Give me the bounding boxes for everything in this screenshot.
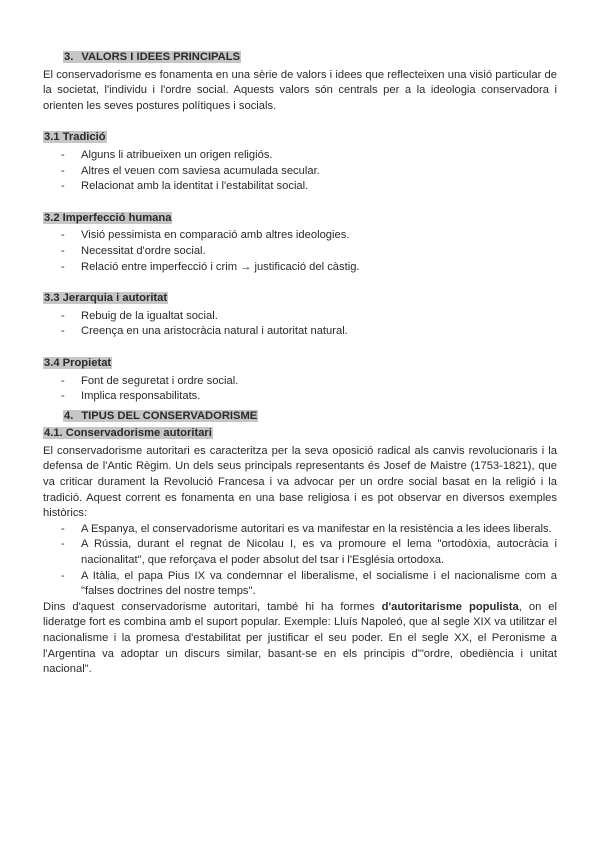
list-item: - A Espanya, el conservadorisme autoritari es va manifestar en la resistència a les idees liberals. [43, 522, 557, 538]
paragraph-2-text-end: , on el lideratge fort es combina amb el suport popular. Exemple: Lluís Napoleó, que al segle XIX va utilitzar el nacionalisme i la promesa d'estabilitat per justificar el seu poder. En el segle XX, el Peronisme a l'Argentina va adoptar un discurs similar, basant-se en els principis d'"ordre, obediència i unitat nacional". [43, 600, 558, 676]
section-4-highlight [63, 410, 258, 422]
section-4-paragraph-1: El conservadorisme autoritari es caracteritza per la seva oposició radical als canvis revolucionaris i la defensa de l'Antic Règim. Un dels seus principals representants és Josef de Maistre (1753-1821), que va criticar durament la Revolució Francesa i va advocar per un ordre social basat en la religió i la tradició. Aquest corrent es fonamenta en una base religiosa i es pot observar en diversos exemples històrics: [43, 444, 557, 520]
paragraph-2-text-start: Dins d'aquest conservadorisme autoritari, també hi ha formes [43, 600, 382, 613]
section-4-title: TIPUS DEL CONSERVADORISME [81, 409, 258, 422]
list-item: - Relació entre imperfecció i crim → justificació del càstig. [43, 260, 557, 276]
section-4-number: 4. [64, 409, 74, 422]
subsection-3-3-heading [43, 291, 557, 307]
list-item: - Implica responsabilitats. [43, 389, 557, 405]
subsection-3-1-list [43, 148, 557, 195]
document-page [43, 50, 557, 678]
section-3-highlight [63, 51, 241, 63]
subsection-3-3-title: 3.3 Jerarquia i autoritat [44, 292, 168, 305]
section-3-heading [63, 50, 557, 66]
subsection-3-2-title: 3.2 Imperfecció humana [44, 211, 172, 224]
list-item: - Relacionat amb la identitat i l'estabilitat social. [43, 179, 557, 195]
subsection-3-3-list [43, 309, 557, 340]
subsection-3-4-list [43, 374, 557, 405]
subsection-3-1-title: 3.1 Tradició [44, 131, 106, 144]
list-item: - Font de seguretat i ordre social. [43, 374, 557, 390]
list-item: - Necessitat d'ordre social. [43, 244, 557, 260]
list-item: - A Rússia, durant el regnat de Nicolau I, es va promoure el lema "ortodòxia, autocràcia i nacionalitat", que reforçava el poder absolut del tsar i l'Església ortodoxa. [43, 537, 557, 568]
subsection-4-1-heading [43, 426, 557, 442]
list-item: - Altres el veuen com saviesa acumulada secular. [43, 164, 557, 180]
list-item: - Creença en una aristocràcia natural i autoritat natural. [43, 324, 557, 340]
subsection-3-4-title: 3.4 Propietat [44, 356, 112, 369]
subsection-4-1-title: 4.1. Conservadorisme autoritari [44, 427, 212, 440]
section-3-title: VALORS I IDEES PRINCIPALS [81, 51, 241, 63]
list-item: - Rebuig de la igualtat social. [43, 309, 557, 325]
subsection-3-2-heading [43, 211, 557, 227]
section-4-paragraph-2 [43, 600, 557, 678]
subsection-3-2-list [43, 228, 557, 275]
list-item: - A Itàlia, el papa Pius IX va condemnar el liberalisme, el socialisme i el nacionalisme com a "falses doctrines del nostre temps". [43, 569, 557, 600]
section-3-number: 3. [64, 51, 74, 63]
paragraph-2-bold-term: d'autoritarisme populista [381, 600, 519, 613]
section-4-heading [63, 409, 557, 425]
list-item: - Visió pessimista en comparació amb altres ideologies. [43, 228, 557, 244]
subsection-3-4-heading [43, 356, 557, 372]
examples-list [43, 522, 557, 600]
section-3-intro: El conservadorisme es fonamenta en una sèrie de valors i idees que reflecteixen una visió particular de la societat, l'individu i l'ordre social. Aquests valors són centrals per a la ideologia conservadora i orienten les seves postures polítiques i socials. [43, 68, 557, 112]
subsection-3-1-heading [43, 130, 557, 146]
list-item: - Alguns li atribueixen un origen religiós. [43, 148, 557, 164]
